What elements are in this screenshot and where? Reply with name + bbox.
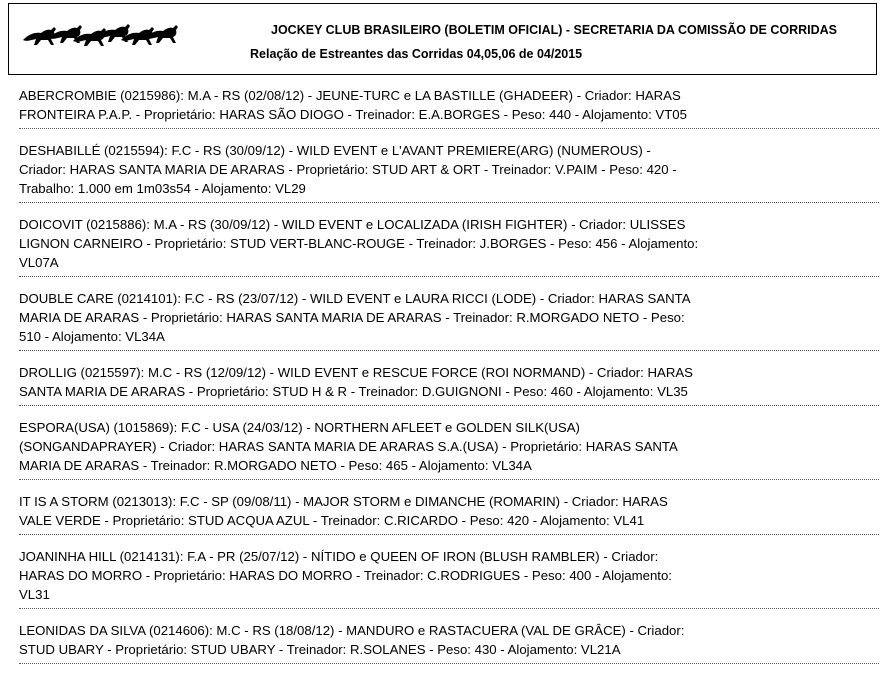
bulletin-subtitle: Relação de Estreantes das Corridas 04,05,06 de 04/2015 xyxy=(250,47,583,61)
list-item: IT IS A STORM (0213013): F.C - SP (09/08/11) - MAJOR STORM e DIMANCHE (ROMARIN) - Criador: HARAS VALE VERDE - Proprietário: STUD ACQUA AZUL - Treinador: C.RICARDO - Peso: 420 - Alojamento: VL41 xyxy=(19,492,879,535)
list-item: ABERCROMBIE (0215986): M.A - RS (02/08/12) - JEUNE-TURC e LA BASTILLE (GHADEER) - Criador: HARAS FRONTEIRA P.A.P. - Proprietário: HARAS SÃO DIOGO - Treinador: E.A.BORGES - Peso: 440 - Alojamento: VT05 xyxy=(19,86,879,129)
document-header xyxy=(8,3,877,75)
list-item: DOICOVIT (0215886): M.A - RS (30/09/12) - WILD EVENT e LOCALIZADA (IRISH FIGHTER) - Criador: ULISSES LIGNON CARNEIRO - Proprietário: STUD VERT-BLANC-ROUGE - Treinador: J.BORGES - Peso: 456 - Alojamento: VL07A xyxy=(19,215,879,277)
list-item: LEONIDAS DA SILVA (0214606): M.C - RS (18/08/12) - MANDURO e RASTACUERA (VAL DE GRÂCE) - Criador: STUD UBARY - Proprietário: STUD UBARY - Treinador: R.SOLANES - Peso: 430 - Alojamento: VL21A xyxy=(19,621,879,664)
list-item: ESPORA(USA) (1015869): F.C - USA (24/03/12) - NORTHERN AFLEET e GOLDEN SILK(USA) (SONGANDAPRAYER) - Criador: HARAS SANTA MARIA DE ARARAS S.A.(USA) - Proprietário: HARAS SANTA MARIA DE ARARAS - Treinador: R.MORGADO NETO - Peso: 465 - Alojamento: VL34A xyxy=(19,418,879,480)
entries-list xyxy=(19,86,879,676)
list-item: DOUBLE CARE (0214101): F.C - RS (23/07/12) - WILD EVENT e LAURA RICCI (LODE) - Criador: HARAS SANTA MARIA DE ARARAS - Proprietário: HARAS SANTA MARIA DE ARARAS - Treinador: R.MORGADO NETO - Peso: 510 - Alojamento: VL34A xyxy=(19,289,879,351)
racing-horses-icon xyxy=(21,18,186,50)
list-item: DROLLIG (0215597): M.C - RS (12/09/12) - WILD EVENT e RESCUE FORCE (ROI NORMAND) - Criador: HARAS SANTA MARIA DE ARARAS - Proprietário: STUD H & R - Treinador: D.GUIGNONI - Peso: 460 - Alojamento: VL35 xyxy=(19,363,879,406)
list-item: JOANINHA HILL (0214131): F.A - PR (25/07/12) - NÍTIDO e QUEEN OF IRON (BLUSH RAMBLER) - Criador: HARAS DO MORRO - Proprietário: HARAS DO MORRO - Treinador: C.RODRIGUES - Peso: 400 - Alojamento: VL31 xyxy=(19,547,879,609)
list-item: DESHABILLÉ (0215594): F.C - RS (30/09/12) - WILD EVENT e L'AVANT PREMIERE(ARG) (NUMEROUS) - Criador: HARAS SANTA MARIA DE ARARAS - Proprietário: STUD ART & ORT - Treinador: V.PAIM - Peso: 420 - Trabalho: 1.000 em 1m03s54 - Alojamento: VL29 xyxy=(19,141,879,203)
bulletin-title: JOCKEY CLUB BRASILEIRO (BOLETIM OFICIAL) - SECRETARIA DA COMISSÃO DE CORRIDAS xyxy=(271,23,837,37)
